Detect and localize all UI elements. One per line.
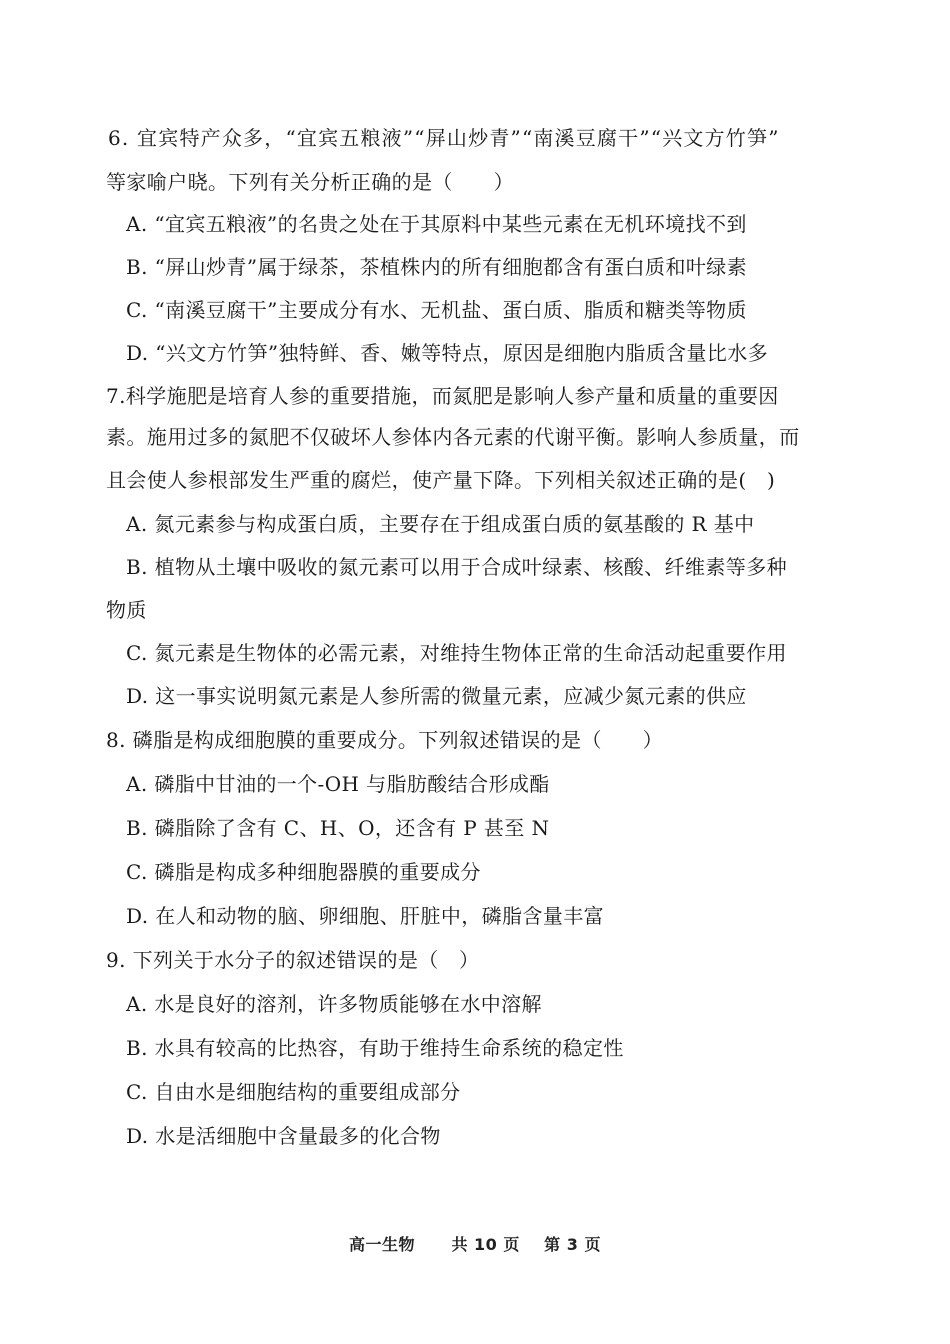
q6-stem-line-2: 等家喻户晓。下列有关分析正确的是（ ） [106, 170, 514, 194]
q6-option-b: B. “屏山炒青”属于绿茶，茶植株内的所有细胞都含有蛋白质和叶绿素 [126, 255, 748, 279]
q6-stem-line-1: 6. 宜宾特产众多，“宜宾五粮液”“屏山炒青”“南溪豆腐干”“兴文方竹笋” [108, 126, 780, 150]
page-footer [0, 1232, 950, 1255]
q9-stem: 9. 下列关于水分子的叙述错误的是（ ） [106, 948, 480, 972]
q7-option-a: A. 氮元素参与构成蛋白质，主要存在于组成蛋白质的氨基酸的 R 基中 [126, 512, 755, 536]
q8-option-b: B. 磷脂除了含有 C、H、O，还含有 P 甚至 N [126, 816, 550, 840]
q7-option-b-line-2: 物质 [106, 598, 147, 622]
q8-stem: 8. 磷脂是构成细胞膜的重要成分。下列叙述错误的是（ ） [106, 728, 664, 752]
q9-option-a: A. 水是良好的溶剂，许多物质能够在水中溶解 [126, 992, 542, 1016]
q7-stem-line-3: 且会使人参根部发生严重的腐烂，使产量下降。下列相关叙述正确的是( ) [106, 468, 776, 492]
q7-option-d: D. 这一事实说明氮元素是人参所需的微量元素，应减少氮元素的供应 [126, 684, 747, 708]
q8-option-a: A. 磷脂中甘油的一个-OH 与脂肪酸结合形成酯 [126, 772, 550, 796]
q7-option-c: C. 氮元素是生物体的必需元素，对维持生物体正常的生命活动起重要作用 [126, 641, 787, 665]
footer-subject: 高一生物 [349, 1235, 416, 1254]
q8-option-c: C. 磷脂是构成多种细胞器膜的重要成分 [126, 860, 481, 884]
footer-total-pages: 共 10 页 [451, 1235, 520, 1254]
q9-option-c: C. 自由水是细胞结构的重要组成部分 [126, 1080, 461, 1104]
q6-option-c: C. “南溪豆腐干”主要成分有水、无机盐、蛋白质、脂质和糖类等物质 [126, 298, 747, 322]
q7-stem-line-2: 素。施用过多的氮肥不仅破坏人参体内各元素的代谢平衡。影响人参质量，而 [106, 425, 800, 449]
q8-option-d: D. 在人和动物的脑、卵细胞、肝脏中，磷脂含量丰富 [126, 904, 605, 928]
footer-page-number: 第 3 页 [544, 1235, 601, 1254]
q9-option-d: D. 水是活细胞中含量最多的化合物 [126, 1124, 441, 1148]
q6-option-d: D. “兴文方竹笋”独特鲜、香、嫩等特点，原因是细胞内脂质含量比水多 [126, 341, 769, 365]
q6-option-a: A. “宜宾五粮液”的名贵之处在于其原料中某些元素在无机环境找不到 [126, 212, 747, 236]
q9-option-b: B. 水具有较高的比热容，有助于维持生命系统的稳定性 [126, 1036, 624, 1060]
q7-stem-line-1: 7.科学施肥是培育人参的重要措施，而氮肥是影响人参产量和质量的重要因 [106, 384, 779, 408]
q7-option-b-line-1: B. 植物从土壤中吸收的氮元素可以用于合成叶绿素、核酸、纤维素等多种 [126, 555, 788, 579]
